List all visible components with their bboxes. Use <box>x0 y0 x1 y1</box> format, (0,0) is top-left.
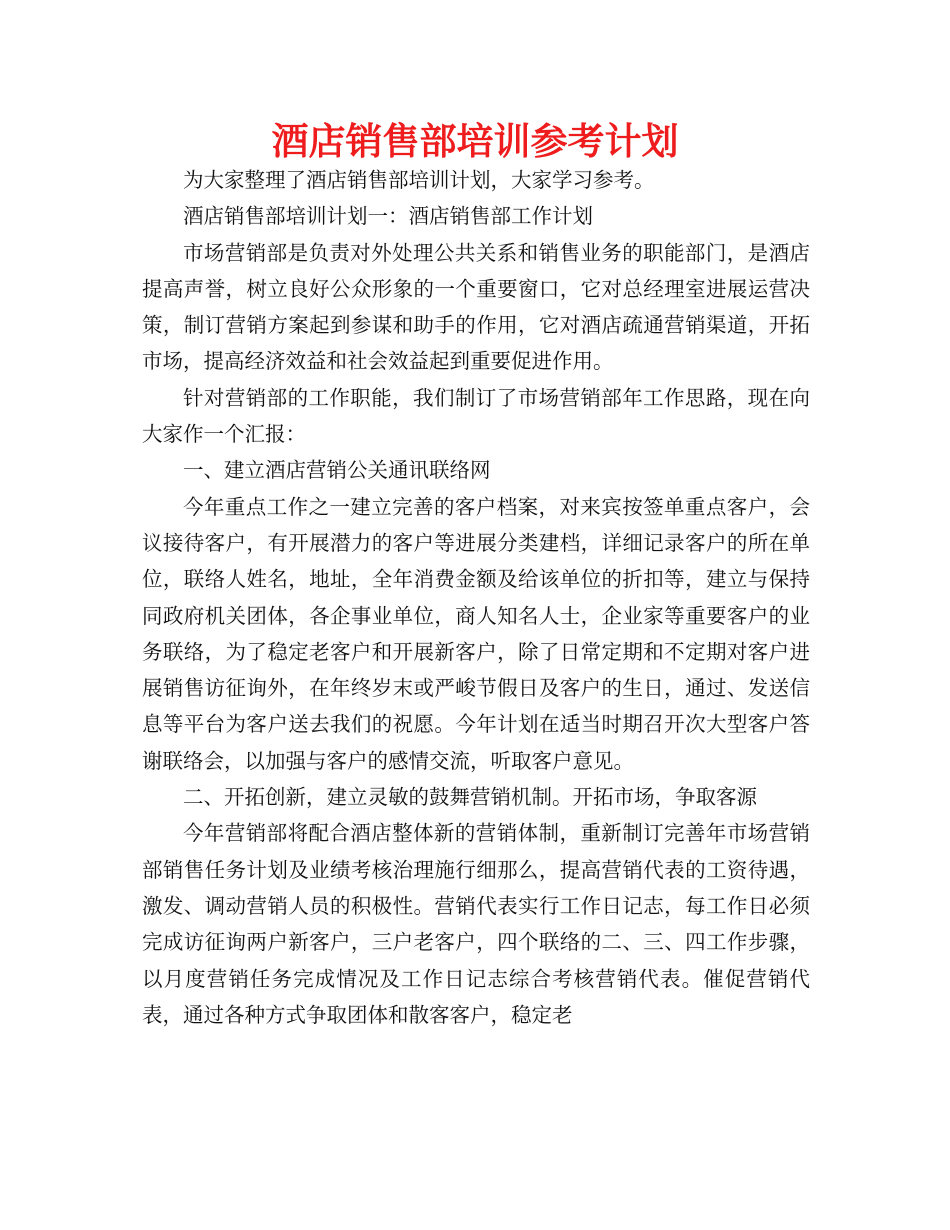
body-paragraph: 市场营销部是负责对外处理公共关系和销售业务的职能部门，是酒店提高声誉，树立良好公众形象的一个重要窗口，它对总经理室进展运营决策，制订营销方案起到参谋和助手的作用，它对酒店疏通营销渠道，开拓市场，提高经济效益和社会效益起到重要促进作用。 <box>142 240 810 374</box>
section-heading: 一、建立酒店营销公关通讯联络网 <box>183 458 491 483</box>
body-paragraph: 针对营销部的工作职能，我们制订了市场营销部年工作思路，现在向大家作一个汇报： <box>142 385 810 447</box>
intro-paragraph: 为大家整理了酒店销售部培训计划，大家学习参考。 <box>183 168 655 192</box>
document-title: 酒店销售部培训参考计划 <box>271 120 679 163</box>
section-heading: 二、开拓创新，建立灵敏的鼓舞营销机制。开拓市场，争取客源 <box>183 785 757 810</box>
body-paragraph: 今年重点工作之一建立完善的客户档案，对来宾按签单重点客户，会议接待客户，有开展潜力的客户等进展分类建档，详细记录客户的所在单位，联络人姓名，地址，全年消费金额及给该单位的折扣等，建立与保持同政府机关团体，各企事业单位，商人知名人士，企业家等重要客户的业务联络，为了稳定老客户和开展新客户，除了日常定期和不定期对客户进展销售访征询外，在年终岁末或严峻节假日及客户的生日，通过、发送信息等平台为客户送去我们的祝愿。今年计划在适当时期召开次大型客户答谢联络会，以加强与客户的感情交流，听取客户意见。 <box>142 494 810 773</box>
document-body <box>142 162 810 1033</box>
body-paragraph: 今年营销部将配合酒店整体新的营销体制，重新制订完善年市场营销部销售任务计划及业绩考核治理施行细那么，提高营销代表的工资待遇，激发、调动营销人员的积极性。营销代表实行工作日记志，每工作日必须完成访征询两户新客户，三户老客户，四个联络的二、三、四工作步骤，以月度营销任务完成情况及工作日记志综合考核营销代表。催促营销代表，通过各种方式争取团体和散客客户，稳定老 <box>142 821 810 1027</box>
plan-heading: 酒店销售部培训计划一：酒店销售部工作计划 <box>183 204 593 229</box>
